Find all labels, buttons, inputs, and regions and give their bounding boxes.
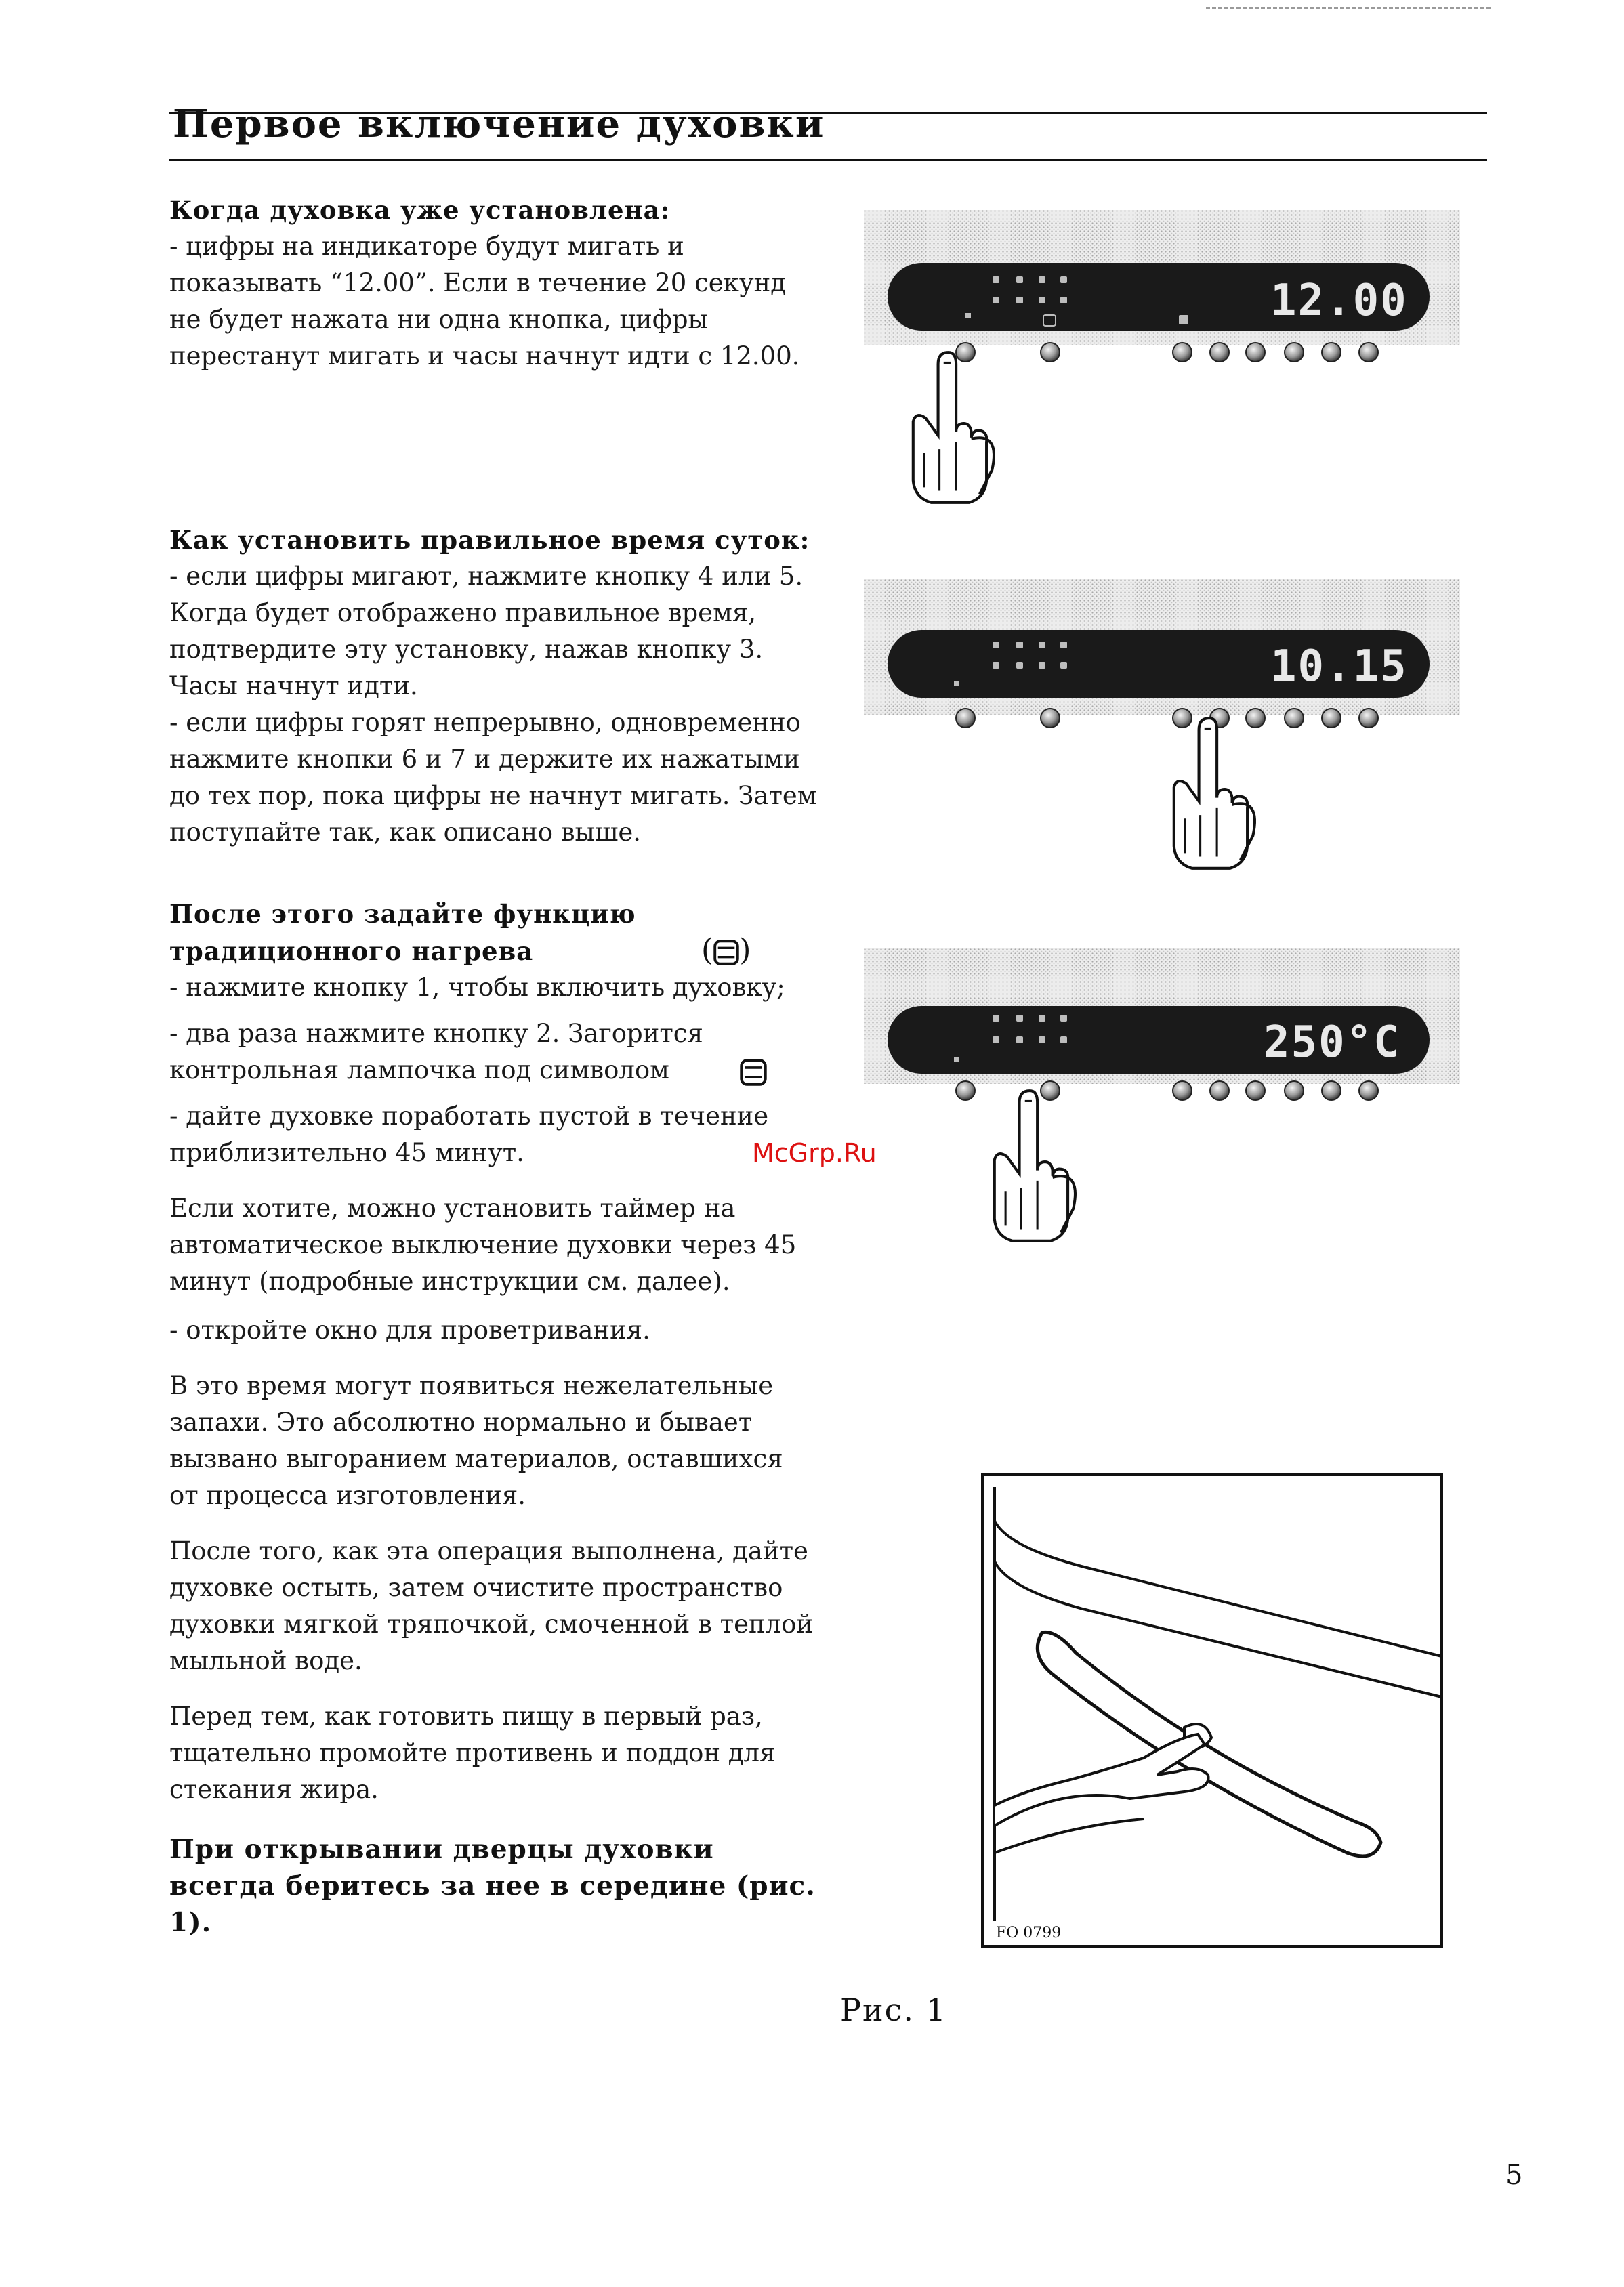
top-dashed-line xyxy=(1206,7,1491,9)
step-text: - дайте духовке поработать пустой в течение приблизительно 45 минут. xyxy=(169,1101,769,1167)
figure-caption: Рис. 1 xyxy=(840,1992,947,2028)
section-heading: Как установить правильное время суток: xyxy=(169,525,810,555)
control-panel-3 xyxy=(864,948,1460,1084)
paragraph: После того, как эта операция выполнена, дайте духовке остыть, затем очистите пространство духовки мягкой тряпочкой, смоченной в теплой мыльной воде. xyxy=(169,1536,814,1675)
step-text: - нажмите кнопку 1, чтобы включить духовку; xyxy=(169,973,785,1002)
paragraph: Перед тем, как готовить пищу в первый раз, тщательно промойте противень и поддон для стекания жира. xyxy=(169,1702,776,1804)
panel-1-knobs xyxy=(864,210,1460,345)
section-heading-line2 xyxy=(169,932,820,969)
control-panel-2 xyxy=(864,579,1460,715)
display-value: 10.15 xyxy=(1270,642,1408,692)
step-text xyxy=(169,1015,820,1089)
figure-code: FO 0799 xyxy=(996,1925,1062,1942)
pressing-finger-icon xyxy=(982,1087,1084,1246)
paragraph: Если хотите, можно установить таймер на автоматическое выключение духовки через 45 минут (подробные инструкции см. далее). xyxy=(169,1194,797,1296)
pressing-finger-icon xyxy=(901,349,1003,508)
oven-heating-icon xyxy=(740,1059,767,1086)
section-heading-line1: После этого задайте функцию xyxy=(169,899,636,929)
section-body: - если цифры горят непрерывно, одновременно нажмите кнопки 6 и 7 и держите их нажатыми до тех пор, пока цифры не начнут мигать. Затем поступайте так, как описано выше. xyxy=(169,708,817,847)
page-title: Первое включение духовки xyxy=(173,102,825,146)
heating-symbol: ( ) xyxy=(701,933,752,967)
section-conventional-heating xyxy=(169,896,820,1941)
pressing-finger-icon xyxy=(1162,715,1264,874)
section-heading: Когда духовка уже установлена: xyxy=(169,195,671,225)
title-rule-bottom xyxy=(169,159,1487,161)
section-body: - цифры на индикаторе будут мигать и показывать “12.00”. Если в течение 20 секунд не будет нажата ни одна кнопка, цифры перестанут мигать и часы начнут идти с 12.00. xyxy=(169,232,800,371)
section-installed xyxy=(169,192,820,375)
page-number: 5 xyxy=(1505,2160,1523,2191)
oven-heating-icon xyxy=(713,940,739,965)
heading-text: традиционного нагрева xyxy=(169,936,534,966)
display-value: 12.00 xyxy=(1270,276,1408,326)
paragraph: В это время могут появиться нежелательные запахи. Это абсолютно нормально и бывает вызвано выгоранием материалов, оставшихся от процесса изготовления. xyxy=(169,1371,783,1510)
warning-text: При открывании дверцы духовки всегда беритесь за нее в середине (рис. 1). xyxy=(169,1834,816,1938)
panel-3-button-row xyxy=(864,1070,1460,1111)
paragraph: - откройте окно для проветривания. xyxy=(169,1316,650,1345)
step-text-main: - два раза нажмите кнопку 2. Загорится контрольная лампочка под символом xyxy=(169,1019,703,1085)
display-value: 250°C xyxy=(1264,1017,1401,1068)
section-set-time xyxy=(169,522,820,851)
watermark: McGrp.Ru xyxy=(752,1138,877,1168)
section-body: - если цифры мигают, нажмите кнопку 4 или 5. Когда будет отображено правильное время, подтвердите эту установку, нажав кнопку 3. Часы начнут идти. xyxy=(169,562,804,700)
figure-door-handle xyxy=(981,1473,1443,1948)
